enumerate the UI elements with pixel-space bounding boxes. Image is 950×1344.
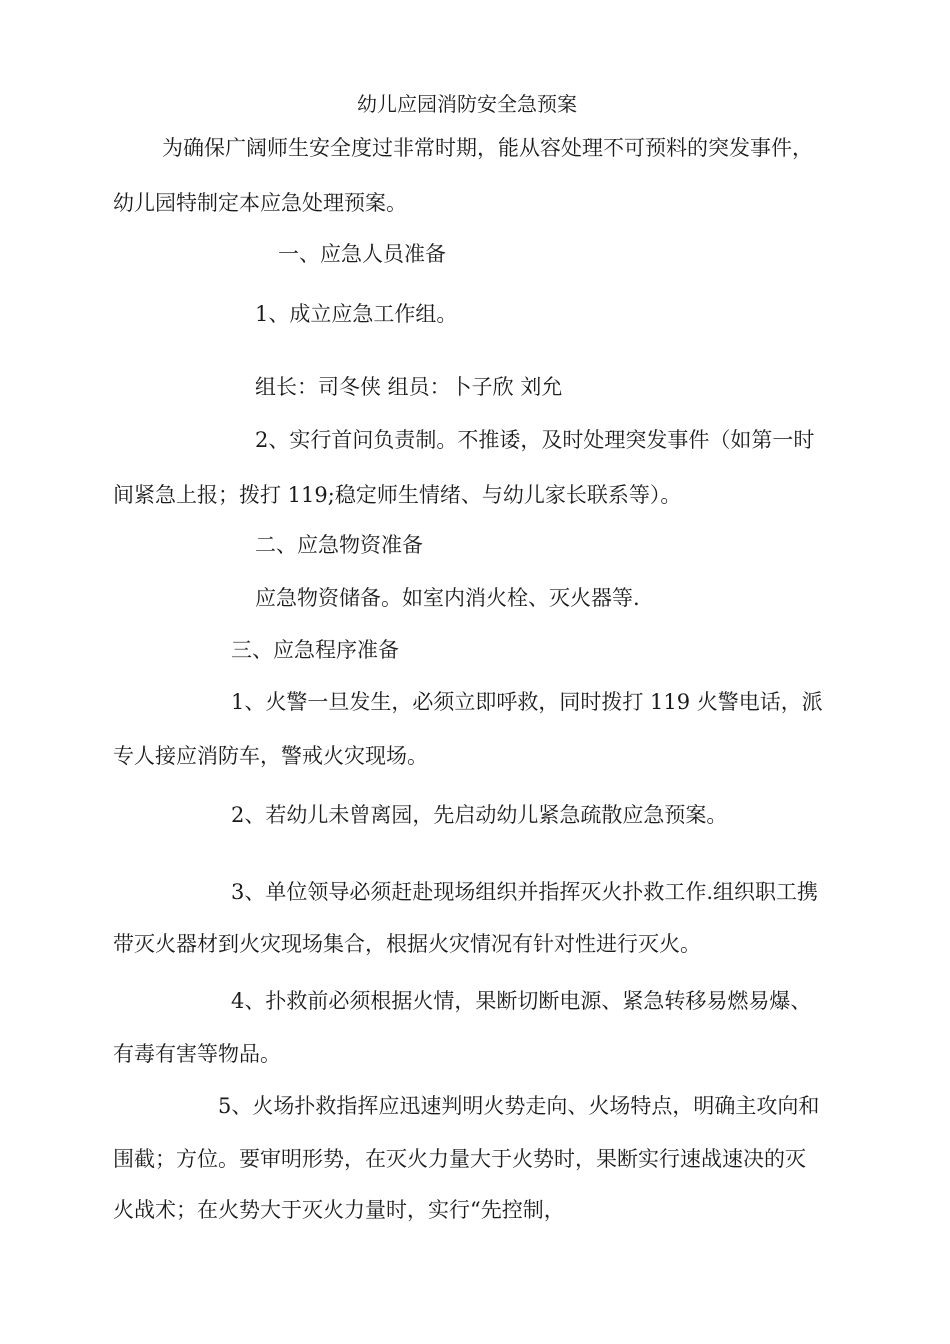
section-3-heading: 三、应急程序准备 (231, 638, 399, 662)
section-3-item-4-line-1: 4、扑救前必须根据火情，果断切断电源、紧急转移易燃易爆、 (231, 989, 812, 1013)
section-3-item-4-line-2: 有毒有害等物品。 (113, 1042, 281, 1066)
section-2-heading: 二、应急物资准备 (255, 533, 423, 557)
section-3-item-3-line-1: 3、单位领导必须赶赴现场组织并指挥灭火扑救工作.组织职工携 (231, 880, 819, 904)
section-3-item-2: 2、若幼儿未曾离园，先启动幼儿紧急疏散应急预案。 (231, 803, 728, 827)
section-1-item-2-line-1: 2、实行首问负责制。不推诿，及时处理突发事件（如第一时 (255, 428, 815, 452)
intro-line-2: 幼儿园特制定本应急处理预案。 (113, 191, 407, 215)
section-1-item-2-line-2: 间紧急上报；拨打 119;稳定师生情绪、与幼儿家长联系等）。 (113, 483, 682, 507)
section-3-item-3-line-2: 带灭火器材到火灾现场集合，根据火灾情况有针对性进行灭火。 (113, 932, 701, 956)
section-3-item-5-line-2: 围截；方位。要审明形势，在灭火力量大于火势时，果断实行速战速决的灭 (113, 1147, 806, 1171)
section-1-heading: 一、应急人员准备 (278, 242, 446, 266)
document-title: 幼儿应园消防安全急预案 (357, 92, 577, 116)
intro-line-1: 为确保广阔师生安全度过非常时期，能从容处理不可预料的突发事件， (162, 136, 813, 160)
section-3-item-5-line-1: 5、火场扑救指挥应迅速判明火势走向、火场特点，明确主攻向和 (218, 1094, 820, 1118)
section-1-item-1: 1、成立应急工作组。 (255, 302, 458, 326)
section-3-item-1-line-1: 1、火警一旦发生，必须立即呼救，同时拨打 119 火警电话，派 (231, 690, 823, 714)
section-3-item-5-line-3: 火战术；在火势大于灭火力量时，实行“先控制， (113, 1198, 565, 1222)
section-1-members: 组长：司冬侠 组员：卜子欣 刘允 (255, 375, 563, 399)
section-2-body: 应急物资储备。如室内消火栓、灭火器等. (255, 586, 640, 610)
section-3-item-1-line-2: 专人接应消防车，警戒火灾现场。 (113, 744, 428, 768)
